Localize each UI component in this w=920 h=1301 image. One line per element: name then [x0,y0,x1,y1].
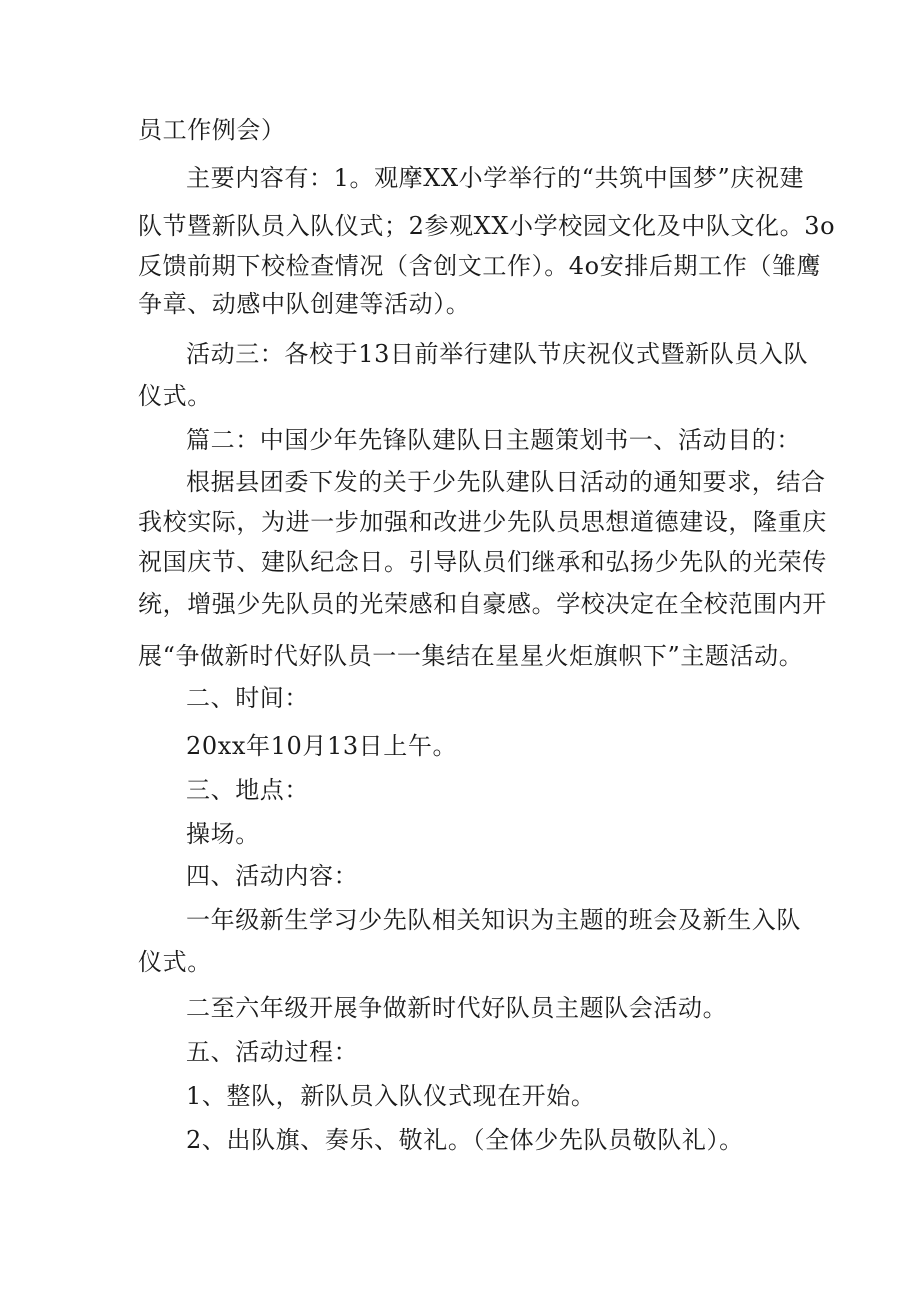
text-line: 20xx年10月13日上午。 [186,732,458,760]
section-heading: 五、活动过程： [186,1038,359,1066]
text-line: 员工作例会） [138,116,286,144]
list-item: 1、整队，新队员入队仪式现在开始。 [186,1082,596,1110]
text-line: 主要内容有：1。观摩XX小学举行的“共筑中国梦”庆祝建 [186,164,805,192]
text-line: 争章、动感中队创建等活动）。 [138,290,471,318]
text-line: 一年级新生学习少先队相关知识为主题的班会及新生入队 [186,906,801,934]
section-heading: 篇二：中国少年先锋队建队日主题策划书一、活动目的： [186,426,801,454]
text-line: 仪式。 [138,948,212,976]
text-line: 反馈前期下校检查情况（含创文工作）。4o安排后期工作（雏鹰 [138,252,822,280]
text-line: 仪式。 [138,382,212,410]
section-heading: 二、时间： [186,684,309,712]
text-line: 根据县团委下发的关于少先队建队日活动的通知要求，结合 [186,468,826,496]
section-heading: 四、活动内容： [186,862,359,890]
text-line: 队节暨新队员入队仪式；2参观XX小学校园文化及中队文化。3o [138,212,836,240]
text-line: 二至六年级开展争做新时代好队员主题队会活动。 [186,994,728,1022]
text-line: 统，增强少先队员的光荣感和自豪感。学校决定在全校范围内开 [138,590,827,618]
section-heading: 三、地点： [186,776,309,804]
text-line: 我校实际，为进一步加强和改进少先队员思想道德建设，隆重庆 [138,508,827,536]
text-line: 操场。 [186,820,260,848]
text-line: 活动三：各校于13日前举行建队节庆祝仪式暨新队员入队 [186,340,809,368]
list-item: 2、出队旗、奏乐、敬礼。（全体少先队员敬队礼）。 [186,1126,744,1154]
text-line: 祝国庆节、建队纪念日。引导队员们继承和弘扬少先队的光荣传 [138,548,827,576]
text-line: 展“争做新时代好队员一一集结在星星火炬旗帜下”主题活动。 [138,642,804,670]
